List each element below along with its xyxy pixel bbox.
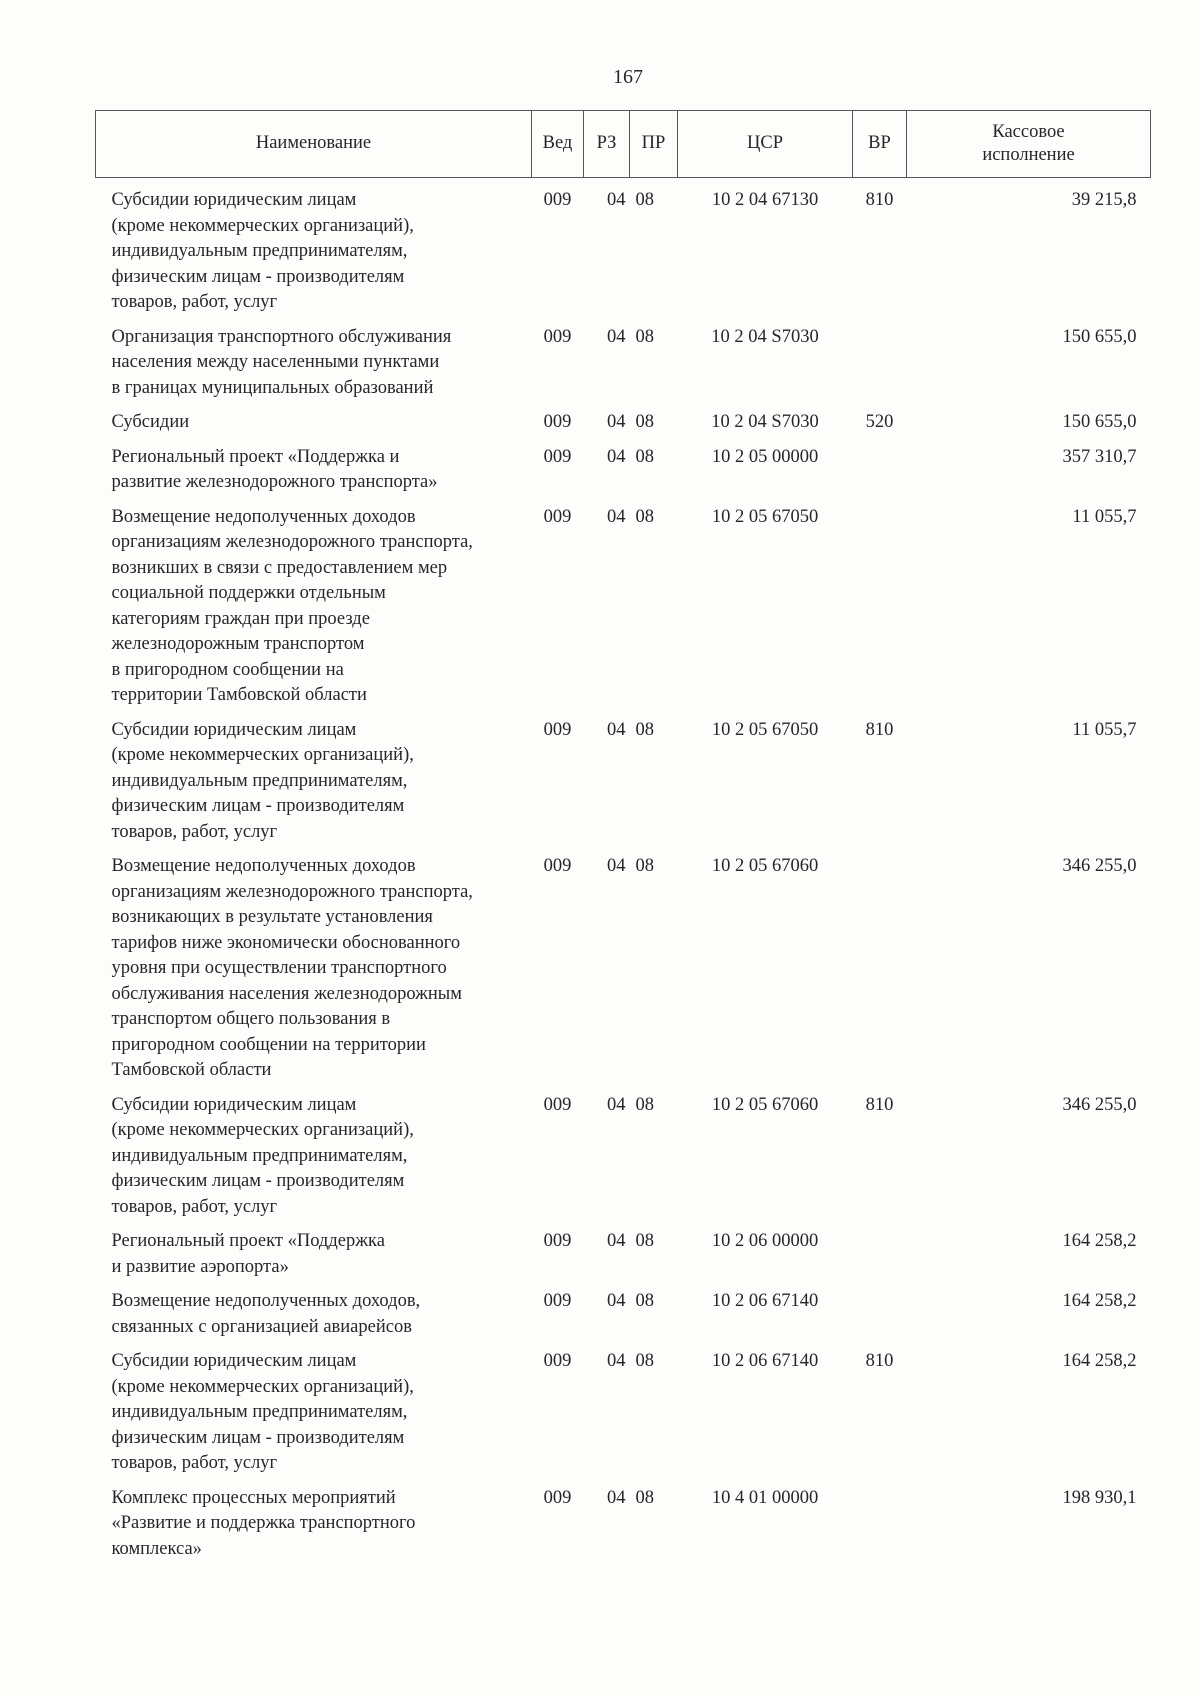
cell-name: Субсидии юридическим лицам (кроме некоммерческих организаций), индивидуальным предпринимателям, физическим лицам - производителям товаров, работ, услуг [111,1094,414,1217]
cell-sum: 150 655,0 [1062,326,1137,347]
cell-name: Возмещение недополученных доходов организациям железнодорожного транспорта, возникших в связи с предоставлением мер социальной поддержки отдельным категориям граждан при проезде железнодорожным транспортом в пригородном сообщении на территории Тамбовской области [111,506,473,705]
cell-csr: 10 2 05 67050 [711,719,819,740]
cell-name: Субсидии юридическим лицам (кроме некоммерческих организаций), индивидуальным предпринимателям, физическим лицам - производителям товаров, работ, услуг [111,190,414,312]
cell-rz: 04 [607,1351,626,1371]
cell-ved: 009 [543,1351,572,1371]
table-body [96,178,1151,1572]
table-row [96,505,1151,718]
table-row [96,718,1151,855]
cell-csr: 10 2 05 00000 [711,446,819,467]
cell-ved: 009 [543,1231,572,1251]
cell-pr: 08 [635,506,654,527]
cell-sum: 39 215,8 [1071,190,1137,210]
cell-pr: 08 [635,412,654,432]
cell-pr: 08 [635,1291,654,1311]
cell-rz: 04 [607,412,626,432]
cell-sum: 11 055,7 [1072,506,1137,527]
cell-rz: 04 [607,1231,626,1251]
cell-name: Региональный проект «Поддержка и развитие железнодорожного транспорта» [111,446,438,492]
cell-vr: 810 [865,719,894,740]
cell-vr: 810 [865,1094,894,1115]
cell-pr: 08 [635,719,654,740]
cell-csr: 10 2 04 67130 [711,190,819,210]
cell-ved: 009 [543,719,572,740]
header-csr: ЦСР [678,111,853,178]
cell-csr: 10 2 04 S7030 [711,326,819,347]
cell-csr: 10 4 01 00000 [711,1487,819,1508]
cell-ved: 009 [543,412,572,432]
cell-sum: 164 258,2 [1062,1351,1137,1371]
header-sum: Кассовое исполнение [907,111,1151,178]
cell-vr [853,854,907,1093]
cell-csr: 10 2 05 67060 [711,856,819,876]
cell-ved: 009 [543,856,572,876]
cell-name: Субсидии юридическим лицам (кроме некоммерческих организаций), индивидуальным предпринимателям, физическим лицам - производителям товаров, работ, услуг [111,719,414,842]
cell-ved: 009 [543,446,572,467]
cell-sum: 346 255,0 [1062,856,1137,876]
cell-rz: 04 [607,506,626,527]
header-pr: ПР [630,111,678,178]
cell-vr [853,1289,907,1349]
cell-csr: 10 2 04 S7030 [711,412,819,432]
cell-ved: 009 [543,190,572,210]
cell-rz: 04 [607,1094,626,1115]
page-number: 167 [613,66,643,88]
cell-sum: 150 655,0 [1062,412,1137,432]
cell-vr [853,445,907,505]
budget-table [95,110,1151,1571]
cell-name: Возмещение недополученных доходов организациям железнодорожного транспорта, возникающих в результате установления тарифов ниже экономически обоснованного уровня при осуществлении транспортного обслуживания населения железнодорожным транспортом общего пользования в пригородном сообщении на территории Тамбовской области [111,856,473,1080]
cell-pr: 08 [635,1094,654,1115]
table-row [96,1289,1151,1349]
table-row [96,445,1151,505]
cell-name: Возмещение недополученных доходов, связанных с организацией авиарейсов [111,1291,421,1337]
cell-csr: 10 2 05 67060 [711,1094,819,1115]
cell-rz: 04 [607,190,626,210]
cell-ved: 009 [543,1487,572,1508]
table-row [96,854,1151,1093]
cell-csr: 10 2 06 67140 [711,1291,819,1311]
cell-sum: 164 258,2 [1062,1291,1137,1311]
cell-vr: 520 [865,412,894,432]
cell-name: Организация транспортного обслуживания населения между населенными пунктами в границах муниципальных образований [111,326,452,398]
table-row [96,178,1151,325]
cell-pr: 08 [635,190,654,210]
cell-pr: 08 [635,856,654,876]
cell-vr [853,1229,907,1289]
cell-ved: 009 [543,506,572,527]
header-ved: Вед [532,111,584,178]
cell-rz: 04 [607,1291,626,1311]
cell-name: Субсидии [111,412,190,432]
cell-csr: 10 2 06 00000 [711,1231,819,1251]
cell-pr: 08 [635,326,654,347]
cell-name: Региональный проект «Поддержка и развитие аэропорта» [111,1231,385,1277]
cell-vr [853,1486,907,1572]
header-name: Наименование [96,111,532,178]
cell-pr: 08 [635,446,654,467]
cell-pr: 08 [635,1231,654,1251]
cell-ved: 009 [543,1094,572,1115]
cell-rz: 04 [607,719,626,740]
cell-rz: 04 [607,1487,626,1508]
table-header [96,111,1151,178]
header-vr: ВР [853,111,907,178]
cell-ved: 009 [543,1291,572,1311]
cell-ved: 009 [543,326,572,347]
cell-rz: 04 [607,326,626,347]
cell-csr: 10 2 05 67050 [711,506,819,527]
cell-sum: 198 930,1 [1062,1487,1137,1508]
cell-rz: 04 [607,446,626,467]
cell-rz: 04 [607,856,626,876]
cell-sum: 357 310,7 [1062,446,1137,467]
cell-sum: 164 258,2 [1062,1231,1137,1251]
header-rz: РЗ [584,111,630,178]
table-row [96,1229,1151,1289]
table-row [96,325,1151,411]
cell-sum: 346 255,0 [1062,1094,1137,1115]
cell-vr: 810 [865,190,894,210]
cell-name: Комплекс процессных мероприятий «Развитие и поддержка транспортного комплекса» [111,1487,416,1559]
table-row [96,1486,1151,1572]
table-row [96,410,1151,445]
cell-vr [853,505,907,718]
table-row [96,1093,1151,1230]
cell-vr [853,325,907,411]
cell-sum: 11 055,7 [1072,719,1137,740]
cell-vr: 810 [865,1351,894,1371]
cell-pr: 08 [635,1487,654,1508]
cell-pr: 08 [635,1351,654,1371]
table-row [96,1349,1151,1486]
cell-name: Субсидии юридическим лицам (кроме некоммерческих организаций), индивидуальным предпринимателям, физическим лицам - производителям товаров, работ, услуг [111,1351,414,1473]
cell-csr: 10 2 06 67140 [711,1351,819,1371]
